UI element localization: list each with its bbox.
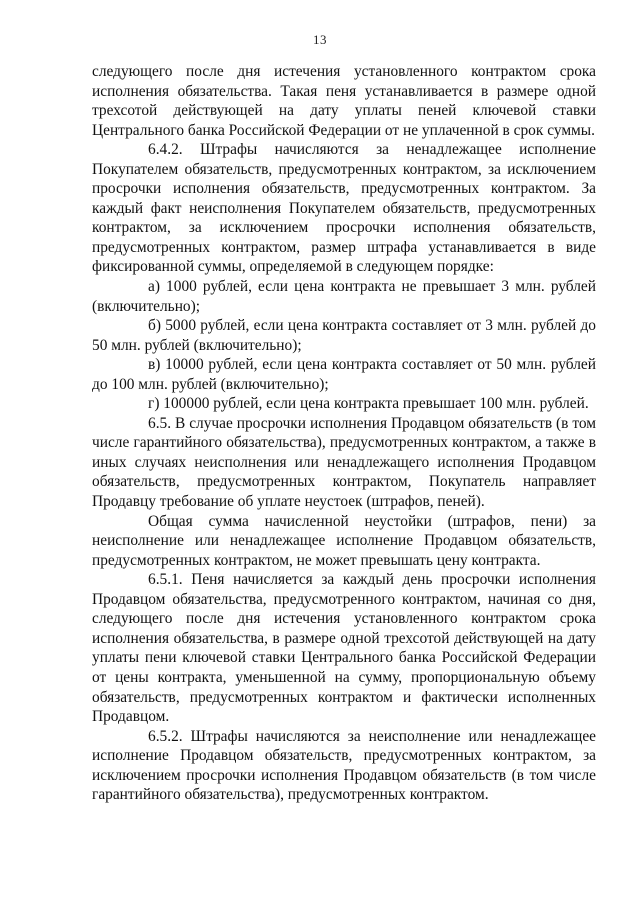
paragraph-6-5-2: 6.5.2. Штрафы начисляются за неисполнение или ненадлежащее исполнение Продавцом обязательств, предусмотренных контрактом, за исключением просрочки исполнения Продавцом обязательств (в том числе гарантийного обязательства), предусмотренных контрактом.: [92, 727, 596, 804]
paragraph-total-penalty: Общая сумма начисленной неустойки (штрафов, пени) за неисполнение или ненадлежащее исполнение Продавцом обязательств, предусмотренных контрактом, не может превышать цену контракта.: [92, 512, 596, 569]
list-item-b: б) 5000 рублей, если цена контракта составляет от 3 млн. рублей до 50 млн. рублей (включительно);: [92, 317, 596, 354]
list-item-a: а) 1000 рублей, если цена контракта не превышает 3 млн. рублей (включительно);: [92, 278, 596, 315]
paragraph-6-5: 6.5. В случае просрочки исполнения Продавцом обязательств (в том числе гарантийного обязательства), предусмотренных контрактом, а также в иных случаях неисполнения или ненадлежащего исполнения Продавцом обязательств, предусмотренных контрактом, Покупатель направляет Продавцу требование об уплате неустоек (штрафов, пеней).: [92, 414, 596, 511]
paragraph-continuation: следующего после дня истечения установленного контрактом срока исполнения обязательства. Такая пеня устанавливается в размере одной трехсотой действующей на дату уплаты пеней ключевой ставки Центрального банка Российской Федерации от не уплаченной в срок суммы.: [92, 63, 596, 139]
document-body: [92, 62, 596, 805]
page-number: 13: [313, 32, 327, 47]
paragraph-6-5-1: 6.5.1. Пеня начисляется за каждый день просрочки исполнения Продавцом обязательства, предусмотренного контрактом, начиная со дня, следующего после дня истечения установленного контрактом срока исполнения обязательства, в размере одной трехсотой действующей на дату уплаты пени ключевой ставки Центрального банка Российской Федерации от цены контракта, уменьшенной на сумму, пропорциональную объему обязательств, предусмотренных контрактом и фактически исполненных Продавцом.: [92, 571, 596, 726]
paragraph-6-4-2: 6.4.2. Штрафы начисляются за ненадлежащее исполнение Покупателем обязательств, предусмотренных контрактом, за исключением просрочки исполнения обязательств, предусмотренных контрактом. За каждый факт неисполнения Покупателем обязательств, предусмотренных контрактом, за исключением просрочки исполнения обязательств, предусмотренных контрактом, размер штрафа устанавливается в виде фиксированной суммы, определяемой в следующем порядке:: [92, 141, 596, 276]
list-item-g: г) 100000 рублей, если цена контракта превышает 100 млн. рублей.: [148, 395, 589, 413]
list-item-v: в) 10000 рублей, если цена контракта составляет от 50 млн. рублей до 100 млн. рублей (включительно);: [92, 356, 596, 393]
